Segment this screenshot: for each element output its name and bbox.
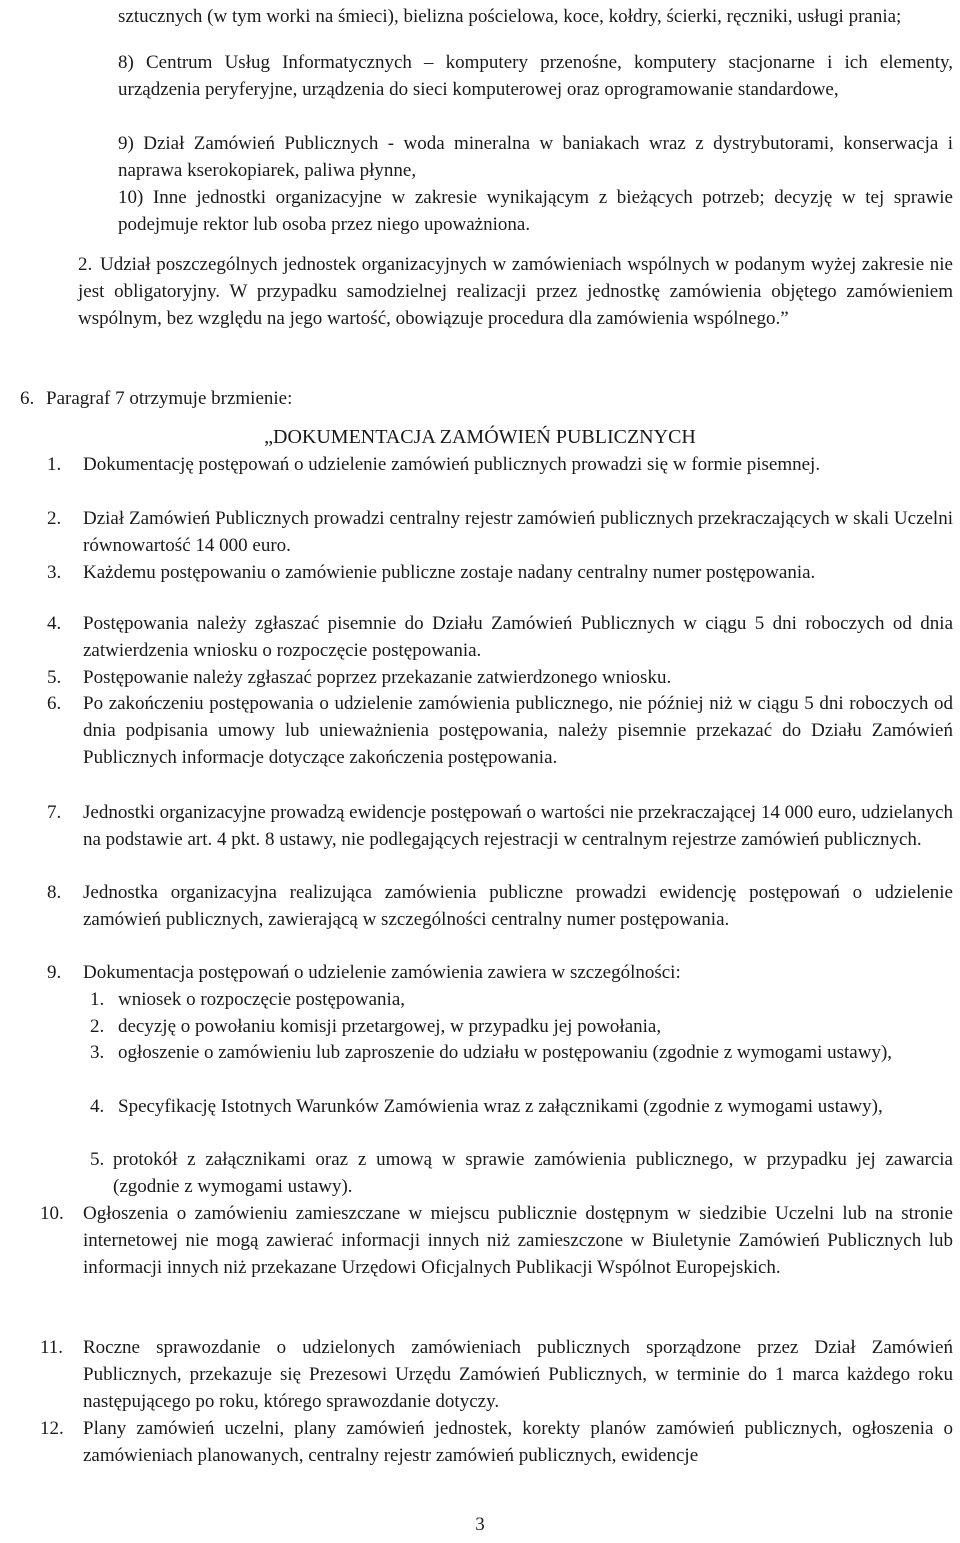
item-4-number: 4. <box>47 613 62 634</box>
list-item-9: 9) Dział Zamówień Publicznych - woda mineralna w baniakach wraz z dystrybutorami, konserwacja i naprawa kserokopiarek, paliwa płynne, <box>118 133 953 181</box>
item-1-number: 1. <box>47 454 62 475</box>
item-10-number: 10. <box>40 1203 64 1224</box>
page-number: 3 <box>475 1514 485 1535</box>
subitem-3-number: 3. <box>90 1042 105 1063</box>
section-heading: „DOKUMENTACJA ZAMÓWIEŃ PUBLICZNYCH <box>264 426 696 448</box>
subitem-1-text: wniosek o rozpoczęcie postępowania, <box>118 989 406 1010</box>
item-3-text: Każdemu postępowaniu o zamówienie publiczne zostaje nadany centralny numer postępowania. <box>83 562 816 583</box>
item-9-text: Dokumentacja postępowań o udzielenie zamówienia zawiera w szczególności: <box>83 962 681 983</box>
item-10-text: Ogłoszenia o zamówieniu zamieszczane w miejscu publicznie dostępnym w siedzibie Uczelni lub na stronie internetowej nie mogą zawierać informacji innych niż zamieszczone w Biuletynie Zamówień Publicznych lub informacji innych niż przekazane Urzędowi Oficjalnych Publikacji Wspólnot Europejskich. <box>83 1203 953 1278</box>
item-7-number: 7. <box>47 802 62 823</box>
item-4-text: Postępowania należy zgłaszać pisemnie do Działu Zamówień Publicznych w ciągu 5 dni roboczych od dnia zatwierdzenia wniosku o rozpoczęcie postępowania. <box>83 613 953 661</box>
paragraph-2-text: Udział poszczególnych jednostek organizacyjnych w zamówieniach wspólnych w podanym wyżej zakresie nie jest obligatoryjny. W przypadku samodzielnej realizacji przez jednostkę zamówienia objętego zamówieniem wspólnym, bez względu na jego wartość, obowiązuje procedura dla zamówienia wspólnego.” <box>78 254 953 329</box>
item-6-number: 6. <box>47 693 62 714</box>
item-11-text: Roczne sprawozdanie o udzielonych zamówieniach publicznych sporządzone przez Dział Zamówień Publicznych, przekazuje się Prezesowi Urzędu Zamówień Publicznych, w terminie do 1 marca każdego roku następującego po roku, którego sprawozdanie dotyczy. <box>83 1337 953 1412</box>
subitem-2-text: decyzję o powołaniu komisji przetargowej, w przypadku jej powołania, <box>118 1016 662 1037</box>
subitem-5-number: 5. <box>90 1149 105 1170</box>
item-2-number: 2. <box>47 508 62 529</box>
item-12-text: Plany zamówień uczelni, plany zamówień jednostek, korekty planów zamówień publicznych, ogłoszenia o zamówieniach planowanych, centralny rejestr zamówień publicznych, ewidencje <box>83 1418 953 1466</box>
item-9-number: 9. <box>47 962 62 983</box>
subitem-1-number: 1. <box>90 989 105 1010</box>
subitem-5-text: protokół z załącznikami oraz z umową w sprawie zamówienia publicznego, w przypadku jej zawarcia (zgodnie z wymogami ustawy). <box>113 1149 953 1197</box>
list-item-10: 10) Inne jednostki organizacyjne w zakresie wynikającym z bieżących potrzeb; decyzję w tej sprawie podejmuje rektor lub osoba przez niego upoważniona. <box>118 187 953 235</box>
item-8-number: 8. <box>47 882 62 903</box>
item-2-text: Dział Zamówień Publicznych prowadzi centralny rejestr zamówień publicznych przekraczających w skali Uczelni równowartość 14 000 euro. <box>83 508 953 556</box>
subitem-4-number: 4. <box>90 1096 105 1117</box>
item-6-text: Po zakończeniu postępowania o udzielenie zamówienia publicznego, nie później niż w ciągu 5 dni roboczych od dnia podpisania umowy lub unieważnienia postępowania, należy pisemnie przekazać do Działu Zamówień Publicznych informacje dotyczące zakończenia postępowania. <box>83 693 953 768</box>
list-item-7-tail: sztucznych (w tym worki na śmieci), bielizna pościelowa, koce, kołdry, ścierki, ręczniki, usługi prania; <box>118 6 902 27</box>
item-3-number: 3. <box>47 562 62 583</box>
subitem-4-text: Specyfikację Istotnych Warunków Zamówienia wraz z załącznikami (zgodnie z wymogami ustawy), <box>118 1096 883 1117</box>
section-6-text: Paragraf 7 otrzymuje brzmienie: <box>46 388 293 409</box>
list-item-8: 8) Centrum Usług Informatycznych – komputery przenośne, komputery stacjonarne i ich elementy, urządzenia peryferyjne, urządzenia do sieci komputerowej oraz oprogramowanie standardowe, <box>118 52 953 100</box>
section-6-number: 6. <box>20 388 35 409</box>
item-12-number: 12. <box>40 1418 64 1439</box>
item-5-number: 5. <box>47 667 62 688</box>
subitem-2-number: 2. <box>90 1016 105 1037</box>
subitem-3-text: ogłoszenie o zamówieniu lub zaproszenie do udziału w postępowaniu (zgodnie z wymogami ustawy), <box>118 1042 893 1063</box>
item-1-text: Dokumentację postępowań o udzielenie zamówień publicznych prowadzi się w formie pisemnej. <box>83 454 821 475</box>
paragraph-2-number: 2. <box>78 254 93 275</box>
item-7-text: Jednostki organizacyjne prowadzą ewidencje postępowań o wartości nie przekraczającej 14 000 euro, udzielanych na podstawie art. 4 pkt. 8 ustawy, nie podlegających rejestracji w centralnym rejestrze zamówień publicznych. <box>83 802 953 850</box>
item-8-text: Jednostka organizacyjna realizująca zamówienia publiczne prowadzi ewidencję postępowań o udzielenie zamówień publicznych, zawierającą w szczególności centralny numer postępowania. <box>83 882 953 930</box>
item-11-number: 11. <box>40 1337 64 1358</box>
item-5-text: Postępowanie należy zgłaszać poprzez przekazanie zatwierdzonego wniosku. <box>83 667 672 688</box>
